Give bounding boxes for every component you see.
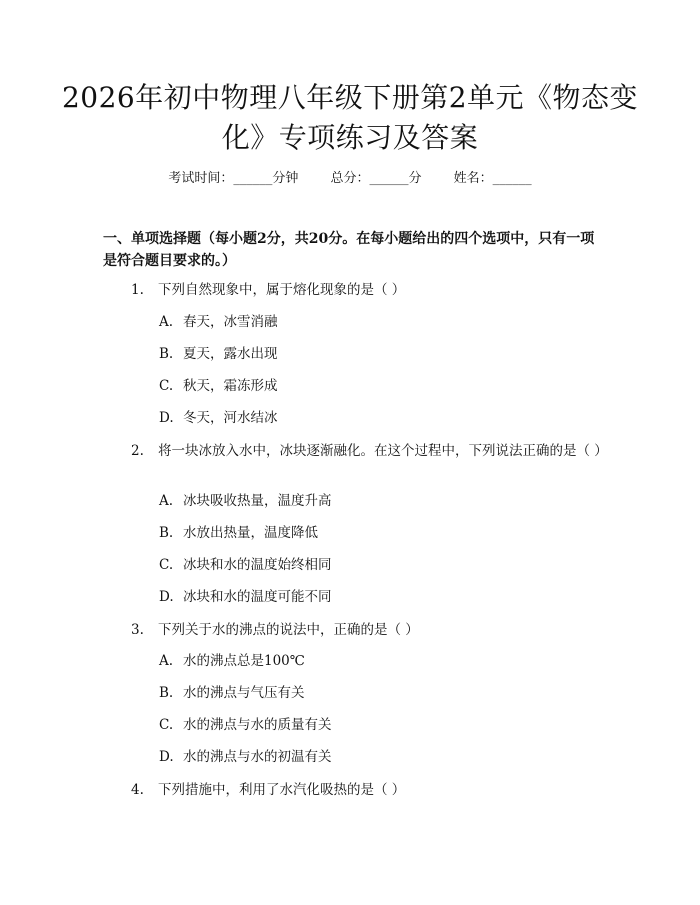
option-letter: D.: [159, 410, 174, 426]
student-name-field: 姓名：______: [453, 171, 532, 186]
question-number: 1.: [131, 282, 144, 298]
question-number: 3.: [131, 622, 144, 638]
option-text: 水的沸点与气压有关: [183, 685, 305, 701]
option-text: 冰块吸收热量，温度升高: [183, 493, 332, 509]
option-letter: C.: [159, 378, 174, 394]
option-letter: A.: [159, 493, 174, 509]
option-a: [159, 312, 278, 332]
option-letter: D.: [159, 589, 174, 605]
option-text: 夏天，露水出现: [183, 346, 278, 362]
option-letter: B.: [159, 685, 174, 701]
option-letter: C.: [159, 717, 174, 733]
question-number: 2.: [131, 443, 144, 459]
exam-meta: [0, 170, 700, 188]
option-a: [159, 491, 332, 511]
question-stem: 下列措施中，利用了水汽化吸热的是（ ）: [158, 782, 406, 798]
option-text: 冰块和水的温度始终相同: [183, 557, 332, 573]
option-letter: A.: [159, 653, 174, 669]
option-d: [159, 408, 278, 428]
question-4: [103, 779, 603, 801]
option-b: [159, 344, 278, 364]
option-letter: C.: [159, 557, 174, 573]
option-text: 冰块和水的温度可能不同: [183, 589, 332, 605]
option-a: [159, 651, 305, 671]
option-letter: A.: [159, 314, 174, 330]
option-text: 水的沸点与水的质量有关: [183, 717, 332, 733]
option-letter: B.: [159, 525, 174, 541]
option-text: 水的沸点与水的初温有关: [183, 749, 332, 765]
question-stem: 下列关于水的沸点的说法中，正确的是（ ）: [158, 622, 419, 638]
option-d: [159, 587, 332, 607]
option-text: 秋天，霜冻形成: [183, 378, 278, 394]
question-2: [103, 440, 608, 462]
section-heading: 一、单项选择题（每小题2分，共20分。在每小题给出的四个选项中，只有一项是符合题目要求的。）: [103, 231, 595, 269]
option-d: [159, 747, 332, 767]
question-3: [103, 619, 603, 641]
page-title: 2026年初中物理八年级下册第2单元《物态变化》专项练习及答案: [61, 81, 639, 154]
option-c: [159, 555, 332, 575]
question-stem: 下列自然现象中，属于熔化现象的是（ ）: [158, 282, 406, 298]
option-letter: D.: [159, 749, 174, 765]
option-letter: B.: [159, 346, 174, 362]
option-text: 水放出热量，温度降低: [183, 525, 318, 541]
option-b: [159, 683, 305, 703]
option-c: [159, 715, 332, 735]
question-1: [103, 279, 603, 301]
option-text: 水的沸点总是100℃: [183, 653, 305, 669]
question-number: 4.: [131, 782, 144, 798]
option-text: 春天，冰雪消融: [183, 314, 278, 330]
option-c: [159, 376, 278, 396]
total-score-field: 总分：______分: [330, 171, 422, 186]
question-stem: 将一块冰放入水中，冰块逐渐融化。在这个过程中，下列说法正确的是（ ）: [158, 443, 608, 459]
option-text: 冬天，河水结冰: [183, 410, 278, 426]
exam-time-field: 考试时间：______分钟: [168, 171, 299, 186]
option-b: [159, 523, 318, 543]
